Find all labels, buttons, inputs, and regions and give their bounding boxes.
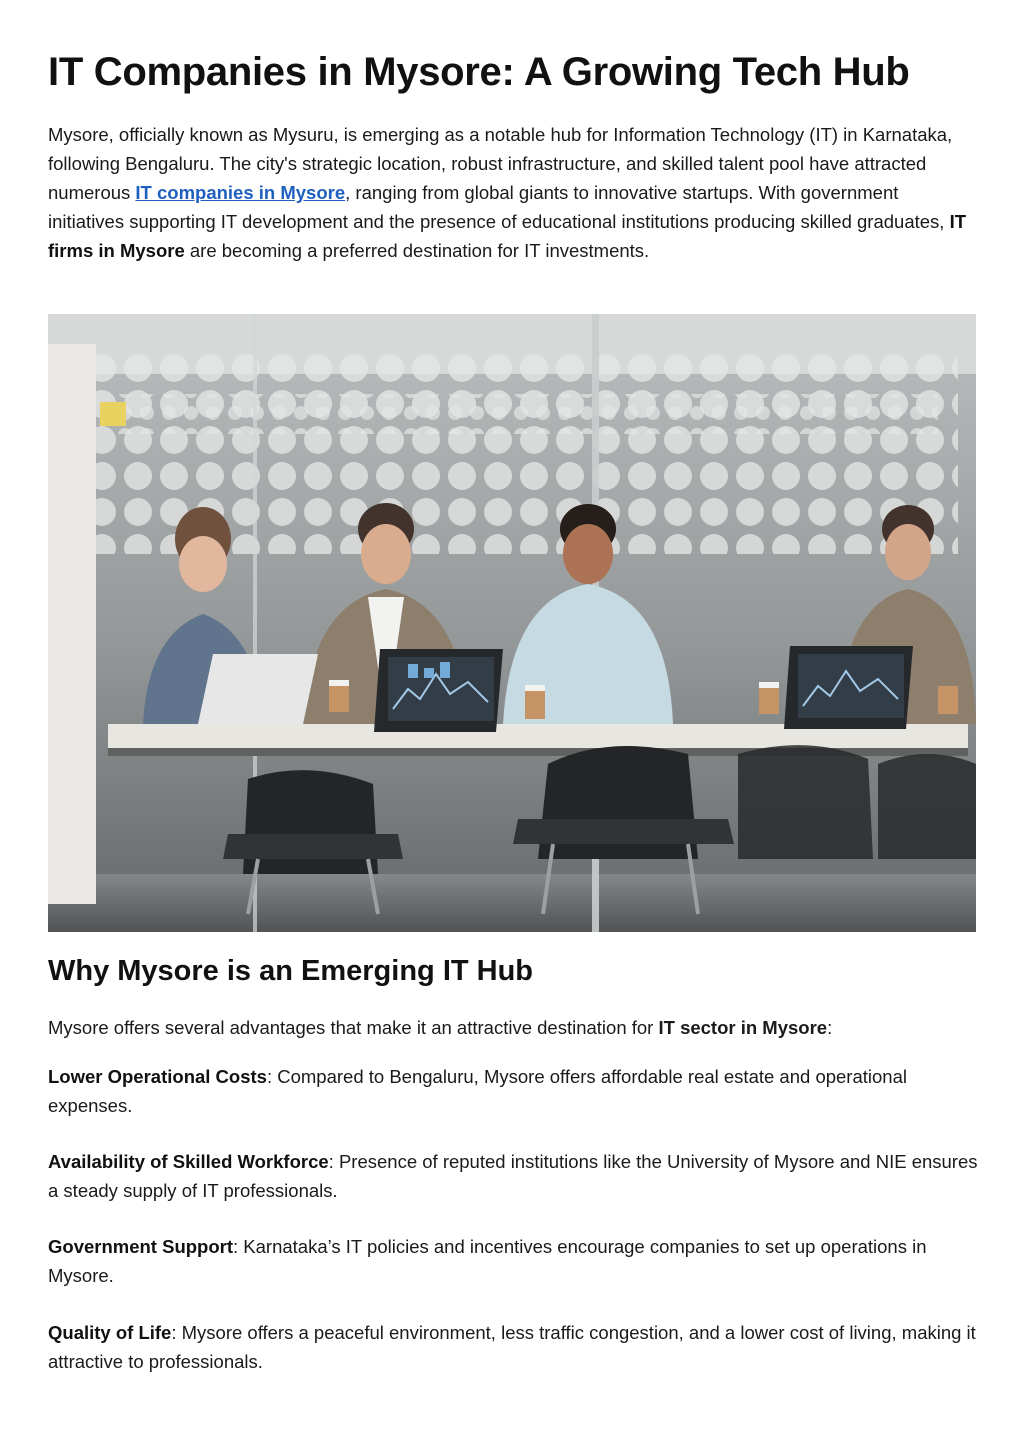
intro-text-middle: , ranging from global giants to innovative startups. With government initiatives supporting IT development and the presence of educational institutions producing skilled graduates, — [48, 182, 950, 232]
intro-bold-phrase: IT firms in Mysore — [48, 211, 967, 261]
lead-bold-phrase: IT sector in Mysore — [658, 1017, 828, 1038]
advantage-item — [48, 1062, 978, 1120]
section-heading: Why Mysore is an Emerging IT Hub — [48, 955, 534, 987]
office-meeting-photo — [48, 314, 976, 932]
advantage-term: Government Support — [48, 1236, 234, 1257]
page-title: IT Companies in Mysore: A Growing Tech Hub — [48, 50, 910, 94]
lead-text: Mysore offers several advantages that make it an attractive destination for — [48, 1017, 659, 1038]
it-companies-link[interactable]: IT companies in Mysore — [135, 182, 346, 203]
advantage-item — [48, 1232, 978, 1290]
advantage-text: : Karnataka’s IT policies and incentives encourage companies to set up operations in Mysore. — [48, 1236, 927, 1286]
lead-colon: : — [827, 1017, 833, 1038]
advantage-term: Availability of Skilled Workforce — [48, 1151, 329, 1172]
advantage-term: Lower Operational Costs — [48, 1066, 267, 1087]
advantage-item — [48, 1147, 978, 1205]
intro-paragraph — [48, 120, 978, 265]
intro-text-start: Mysore, officially known as Mysuru, is emerging as a notable hub for Information Technology (IT) in Karnataka, following Bengaluru. The city's strategic location, robust infrastructure, and skilled talent pool have attracted numerous — [48, 124, 953, 203]
intro-text-end: are becoming a preferred destination for IT investments. — [184, 240, 650, 261]
advantage-item — [48, 1318, 978, 1376]
advantage-text: : Compared to Bengaluru, Mysore offers affordable real estate and operational expenses. — [48, 1066, 907, 1116]
advantage-text: : Mysore offers a peaceful environment, less traffic congestion, and a lower cost of living, making it attractive to professionals. — [48, 1322, 976, 1372]
advantage-text: : Presence of reputed institutions like the University of Mysore and NIE ensures a steady supply of IT professionals. — [48, 1151, 978, 1201]
section-lead — [48, 1013, 978, 1042]
advantage-term: Quality of Life — [48, 1322, 172, 1343]
